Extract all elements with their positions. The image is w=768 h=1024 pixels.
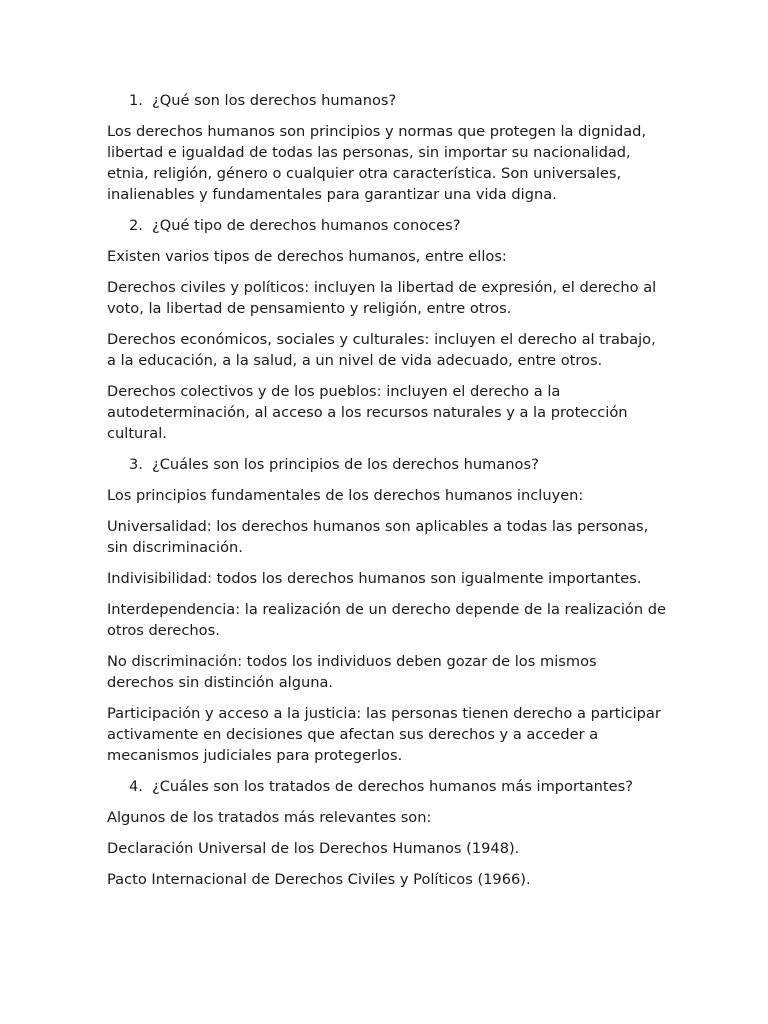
- paragraph: Interdependencia: la realización de un derecho depende de la realización de otros derechos.: [107, 601, 666, 639]
- question-number: 1.: [129, 92, 143, 109]
- paragraph: Existen varios tipos de derechos humanos, entre ellos:: [107, 248, 507, 265]
- paragraph: Pacto Internacional de Derechos Civiles y Políticos (1966).: [107, 871, 531, 888]
- paragraph: Derechos colectivos y de los pueblos: incluyen el derecho a la autodeterminación, al acceso a los recursos naturales y a la protección cultural.: [107, 383, 628, 442]
- paragraph: Los derechos humanos son principios y normas que protegen la dignidad, libertad e igualdad de todas las personas, sin importar su nacionalidad, etnia, religión, género o cualquier otra característica. Son universales, inalienables y fundamentales para garantizar una vida digna.: [107, 123, 647, 203]
- question-number: 3.: [129, 456, 143, 473]
- paragraph: Indivisibilidad: todos los derechos humanos son igualmente importantes.: [107, 570, 642, 587]
- question-text: ¿Cuáles son los principios de los derechos humanos?: [152, 456, 539, 473]
- paragraph: Los principios fundamentales de los derechos humanos incluyen:: [107, 487, 584, 504]
- paragraph: Universalidad: los derechos humanos son aplicables a todas las personas, sin discriminación.: [107, 518, 649, 556]
- question-heading: [107, 454, 667, 475]
- paragraph: Participación y acceso a la justicia: las personas tienen derecho a participar activamente en decisiones que afectan sus derechos y a acceder a mecanismos judiciales para protegerlos.: [107, 705, 661, 764]
- paragraph: Algunos de los tratados más relevantes son:: [107, 809, 432, 826]
- question-text: ¿Qué son los derechos humanos?: [152, 92, 397, 109]
- document-page: [107, 90, 667, 900]
- question-heading: [107, 90, 667, 111]
- paragraph: Derechos civiles y políticos: incluyen la libertad de expresión, el derecho al voto, la libertad de pensamiento y religión, entre otros.: [107, 279, 657, 317]
- question-number: 2.: [129, 217, 143, 234]
- question-text: ¿Cuáles son los tratados de derechos humanos más importantes?: [152, 778, 633, 795]
- paragraph: No discriminación: todos los individuos deben gozar de los mismos derechos sin distinción alguna.: [107, 653, 597, 691]
- question-heading: [107, 776, 667, 797]
- question-text: ¿Qué tipo de derechos humanos conoces?: [152, 217, 461, 234]
- question-number: 4.: [129, 778, 143, 795]
- paragraph: Derechos económicos, sociales y culturales: incluyen el derecho al trabajo, a la educación, a la salud, a un nivel de vida adecuado, entre otros.: [107, 331, 656, 369]
- paragraph: Declaración Universal de los Derechos Humanos (1948).: [107, 840, 520, 857]
- question-heading: [107, 215, 667, 236]
